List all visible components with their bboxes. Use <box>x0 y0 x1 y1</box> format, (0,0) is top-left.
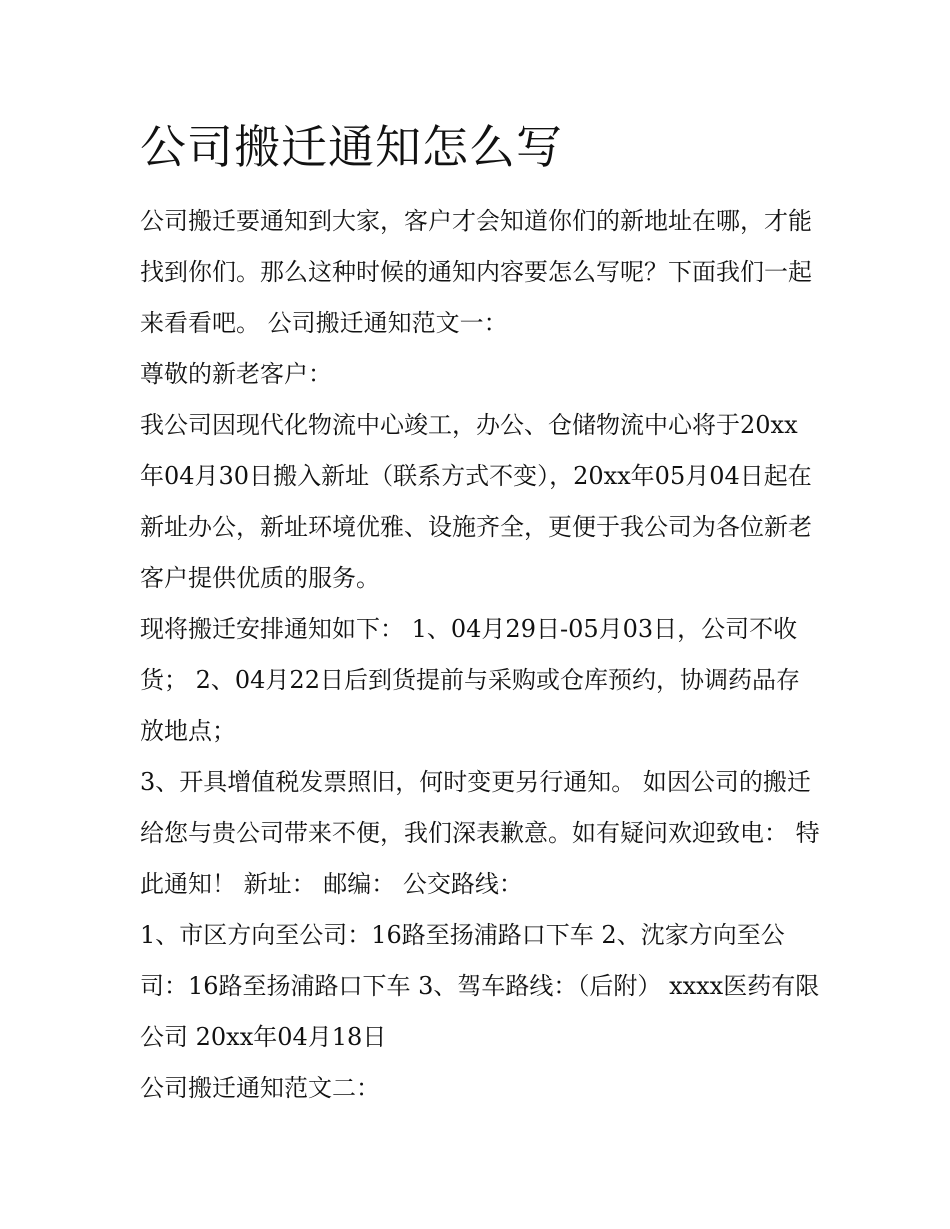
paragraph-arrangements: 现将搬迁安排通知如下： 1、04月29日-05月03日，公司不收货； 2、04月22日后到货提前与采购或仓库预约，协调药品存放地点； <box>140 615 800 745</box>
paragraph-salutation: 尊敬的新老客户： <box>140 360 332 388</box>
paragraph-relocation-notice: 我公司因现代化物流中心竣工，办公、仓储物流中心将于20xx年04月30日搬入新址（联系方式不变），20xx年05月04日起在新址办公，新址环境优雅、设施齐全，更便于我公司为各位新老客户提供优质的服务。 <box>140 411 812 592</box>
paragraph-sample-two-heading: 公司搬迁通知范文二： <box>140 1074 380 1102</box>
document-title: 公司搬迁通知怎么写 <box>140 120 563 174</box>
paragraph-invoice-apology: 3、开具增值税发票照旧，何时变更另行通知。 如因公司的搬迁给您与贵公司带来不便，我们深表歉意。如有疑问欢迎致电： 特此通知！ 新址： 邮编： 公交路线： <box>140 768 820 898</box>
paragraph-intro: 公司搬迁要通知到大家，客户才会知道你们的新地址在哪，才能找到你们。那么这种时候的通知内容要怎么写呢？下面我们一起来看看吧。 公司搬迁通知范文一： <box>140 207 812 337</box>
document-body <box>140 196 820 1114</box>
paragraph-bus-routes: 1、市区方向至公司：16路至扬浦路口下车 2、沈家方向至公司：16路至扬浦路口下车 3、驾车路线：（后附） xxxx医药有限公司 20xx年04月18日 <box>140 921 820 1051</box>
